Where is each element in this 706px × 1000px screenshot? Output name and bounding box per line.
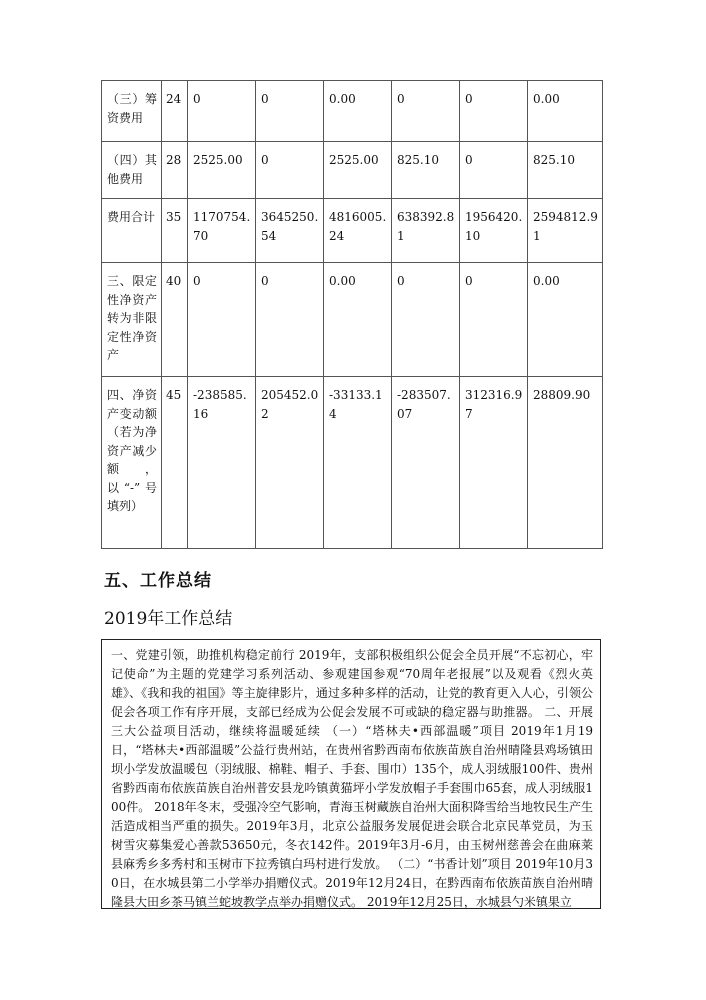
work-summary-box: [101, 639, 601, 909]
table-cell: 0: [256, 142, 324, 199]
table-cell: 0.00: [324, 263, 392, 377]
table-cell: 0.00: [528, 81, 603, 142]
table-cell: 0: [460, 263, 528, 377]
table-cell: -238585.16: [188, 377, 256, 549]
financial-statement-table: [101, 80, 603, 549]
row-label: （四）其他费用: [107, 153, 157, 186]
table-cell: -283507.07: [392, 377, 460, 549]
table-cell: 3645250.54: [256, 199, 324, 263]
table-cell: 825.10: [392, 142, 460, 199]
section-heading: 五、工作总结: [104, 571, 212, 591]
row-label: 三、限定性净资产转为非限定性净资产: [107, 274, 157, 362]
row-code: 45: [162, 377, 188, 549]
row-label: 四、净资产变动额（若为净资产减少额，以“-”号填列）: [107, 388, 157, 513]
work-summary-text: 一、党建引领，助推机构稳定前行 2019年，支部积极组织公促会全员开展“不忘初心，牢记使命”为主题的党建学习系列活动、参观建国参观“70周年老报展”以及观看《烈火英雄》、《我和我的祖国》等主旋律影片，通过多种多样的活动，让党的教育更入人心，引领公促会各项工作有序开展，支部已经成为公促会发展不可或缺的稳定器与助推器。 二、开展三大公益项目活动，继续将温暖延续 （一）“塔林夫•西部温暖”项目 2019年1月19日，“塔林夫•西部温暖”公益行贵州站，在贵州省黔西南布依族苗族自治州晴隆县鸡场镇田坝小学发放温暖包（羽绒服、棉鞋、帽子、手套、围巾）135个，成人羽绒服100件、贵州省黔西南布依族苗族自治州普安县龙吟镇黄猫坪小学发放帽子手套围巾65套，成人羽绒服100件。 2018年冬末，受强冷空气影响，青海玉树藏族自治州大面积降雪给当地牧民生产生活造成相当严重的损失。2019年3月，北京公益服务发展促进会联合北京民革党员，为玉树雪灾募集爱心善款53650元，冬衣142件。2019年3月-6月，由玉树州慈善会在曲麻莱县麻秀乡多秀村和玉树市下拉秀镇白玛村进行发放。 （二）“书香计划”项目 2019年10月30日，在水城县第二小学举办捐赠仪式。2019年12月24日，在黔西南布依族苗族自治州晴隆县大田乡茶马镇兰蛇坡教学点举办捐赠仪式。 2019年12月25日，水城县勺米镇果立: [111, 648, 593, 909]
table-cell: 28809.90: [528, 377, 603, 549]
table-cell: 0: [188, 263, 256, 377]
table-cell: 0: [188, 81, 256, 142]
table-cell: 638392.81: [392, 199, 460, 263]
row-label: （三）筹资费用: [107, 92, 157, 125]
table-cell: 312316.97: [460, 377, 528, 549]
table-cell: 825.10: [528, 142, 603, 199]
table-cell: 0: [460, 142, 528, 199]
table-cell: 205452.02: [256, 377, 324, 549]
row-code: 28: [162, 142, 188, 199]
table-cell: 2525.00: [188, 142, 256, 199]
table-row: [102, 199, 603, 263]
table-cell: 0: [256, 81, 324, 142]
row-code: 24: [162, 81, 188, 142]
year-summary-heading: 2019年工作总结: [104, 609, 233, 629]
table-row: [102, 142, 603, 199]
table-cell: 2594812.91: [528, 199, 603, 263]
table-cell: 0: [460, 81, 528, 142]
table-cell: 1956420.10: [460, 199, 528, 263]
row-code: 35: [162, 199, 188, 263]
table-cell: -33133.14: [324, 377, 392, 549]
table-cell: 4816005.24: [324, 199, 392, 263]
table-row: [102, 377, 603, 549]
row-label: 费用合计: [107, 210, 156, 224]
table-cell: 0.00: [528, 263, 603, 377]
table-cell: 0: [392, 263, 460, 377]
table-cell: 2525.00: [324, 142, 392, 199]
table-row: [102, 263, 603, 377]
table-cell: 1170754.70: [188, 199, 256, 263]
table-cell: 0: [256, 263, 324, 377]
table-row: [102, 81, 603, 142]
table-cell: 0: [392, 81, 460, 142]
row-code: 40: [162, 263, 188, 377]
table-cell: 0.00: [324, 81, 392, 142]
